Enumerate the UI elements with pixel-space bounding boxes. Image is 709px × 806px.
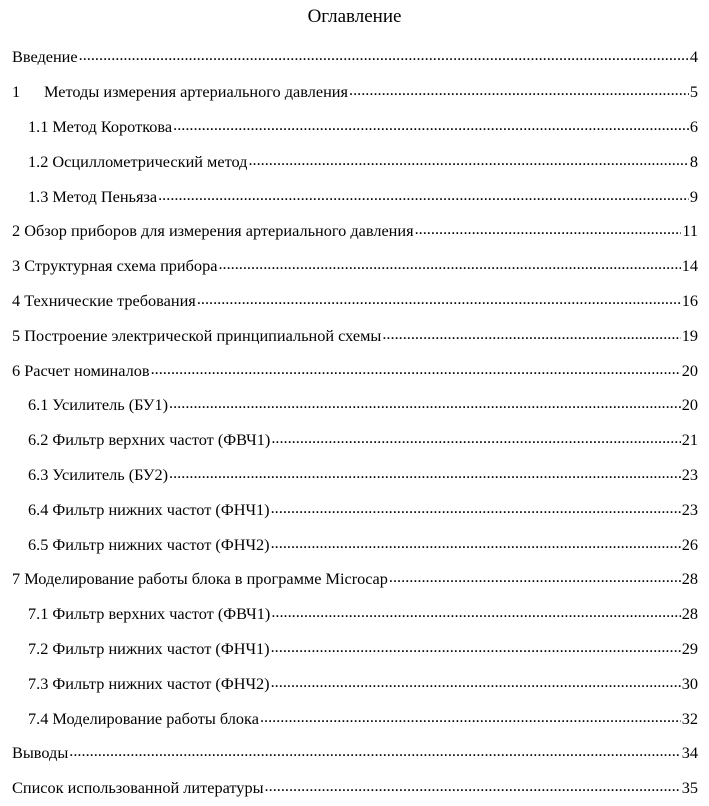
toc-page-number: 23 bbox=[681, 464, 698, 484]
toc-page-number: 20 bbox=[681, 360, 698, 380]
dot-leader bbox=[158, 187, 689, 207]
toc-entry[interactable] bbox=[12, 632, 698, 667]
dot-leader bbox=[79, 47, 689, 67]
toc-entry[interactable] bbox=[12, 40, 698, 75]
page-title: Оглавление bbox=[307, 6, 402, 27]
toc-entry[interactable] bbox=[12, 110, 698, 145]
toc-entry-title: 7 Моделирование работы блока в программе Microcap bbox=[12, 569, 388, 589]
toc-page-number: 32 bbox=[681, 708, 698, 728]
toc-entry-title: 1.3 Метод Пеньяза bbox=[28, 186, 158, 206]
dot-leader bbox=[173, 117, 689, 137]
toc-entry-title: 1.1 Метод Короткова bbox=[28, 116, 173, 136]
toc-page-number: 30 bbox=[681, 673, 698, 693]
toc-entry[interactable] bbox=[12, 597, 698, 632]
dot-leader bbox=[218, 256, 680, 276]
toc-entry[interactable] bbox=[12, 423, 698, 458]
toc-entry-number: 1 bbox=[12, 82, 21, 102]
dot-leader bbox=[271, 535, 681, 555]
toc-entry-title: 2 Обзор приборов для измерения артериального давления bbox=[12, 221, 414, 241]
toc-entry[interactable] bbox=[12, 249, 698, 284]
toc-page-number: 21 bbox=[681, 430, 698, 450]
toc-entry-title: 6.4 Фильтр нижних частот (ФНЧ1) bbox=[28, 499, 270, 519]
toc-page-number: 35 bbox=[681, 778, 698, 798]
toc-entry[interactable] bbox=[12, 736, 698, 771]
dot-leader bbox=[169, 395, 681, 415]
toc-entry-title: 7.4 Моделирование работы блока bbox=[28, 708, 259, 728]
toc-entry[interactable] bbox=[12, 388, 698, 423]
dot-leader bbox=[271, 639, 681, 659]
toc-entry-title: 4 Технические требования bbox=[12, 290, 196, 310]
toc-page-number: 5 bbox=[689, 82, 698, 102]
toc-entry-title: 6.5 Фильтр нижних частот (ФНЧ2) bbox=[28, 534, 270, 554]
toc-page-number: 6 bbox=[689, 116, 698, 136]
toc-page-number: 23 bbox=[681, 499, 698, 519]
toc-page-number: 29 bbox=[681, 638, 698, 658]
toc-page-number: 11 bbox=[682, 221, 698, 241]
toc-page-number: 9 bbox=[689, 186, 698, 206]
toc-entry-title: 6 Расчет номиналов bbox=[12, 360, 150, 380]
toc-entry[interactable] bbox=[12, 144, 698, 179]
dot-leader bbox=[260, 709, 681, 729]
toc-entry[interactable] bbox=[12, 492, 698, 527]
toc-entry[interactable] bbox=[12, 179, 698, 214]
toc-entry-title: Список использованной литературы bbox=[12, 778, 264, 798]
dot-leader bbox=[349, 82, 689, 102]
toc-entry[interactable] bbox=[12, 318, 698, 353]
toc-entry-title: 6.2 Фильтр верхних частот (ФВЧ1) bbox=[28, 430, 271, 450]
toc-entry-title: 7.1 Фильтр верхних частот (ФВЧ1) bbox=[28, 604, 271, 624]
toc-page-number: 4 bbox=[689, 47, 698, 67]
toc-page-number: 28 bbox=[681, 604, 698, 624]
dot-leader bbox=[389, 569, 681, 589]
toc-entry-title: 1.2 Осциллометрический метод bbox=[28, 151, 248, 171]
toc-entry[interactable] bbox=[12, 353, 698, 388]
toc-entry[interactable] bbox=[12, 75, 698, 110]
toc-page-number: 16 bbox=[681, 290, 698, 310]
toc-entry[interactable] bbox=[12, 458, 698, 493]
toc-entry-title: 3 Структурная схема прибора bbox=[12, 256, 218, 276]
toc-entry[interactable] bbox=[12, 666, 698, 701]
toc-page-number: 28 bbox=[681, 569, 698, 589]
dot-leader bbox=[271, 674, 681, 694]
table-of-contents bbox=[12, 40, 698, 806]
toc-entry-title: 6.1 Усилитель (БУ1) bbox=[28, 395, 169, 415]
toc-entry[interactable] bbox=[12, 562, 698, 597]
toc-entry-text: Методы измерения артериального давления bbox=[44, 82, 349, 102]
dot-leader bbox=[197, 291, 681, 311]
toc-page-number: 20 bbox=[681, 395, 698, 415]
toc-entry-title: 6.3 Усилитель (БУ2) bbox=[28, 464, 169, 484]
toc-entry-title: Выводы bbox=[12, 743, 69, 763]
dot-leader bbox=[265, 778, 681, 798]
dot-leader bbox=[69, 743, 680, 763]
toc-entry[interactable] bbox=[12, 527, 698, 562]
dot-leader bbox=[415, 221, 682, 241]
toc-entry-title: 7.3 Фильтр нижних частот (ФНЧ2) bbox=[28, 673, 270, 693]
dot-leader bbox=[271, 430, 680, 450]
toc-entry[interactable] bbox=[12, 284, 698, 319]
toc-page-number: 8 bbox=[689, 151, 698, 171]
toc-entry-title bbox=[12, 82, 348, 102]
dot-leader bbox=[169, 465, 681, 485]
toc-entry-title: 5 Построение электрической принципиальной схемы bbox=[12, 325, 382, 345]
dot-leader bbox=[248, 152, 688, 172]
dot-leader bbox=[271, 500, 681, 520]
toc-page-number: 19 bbox=[681, 325, 698, 345]
dot-leader bbox=[271, 604, 680, 624]
toc-entry[interactable] bbox=[12, 771, 698, 806]
toc-entry-title: Введение bbox=[12, 47, 78, 67]
toc-page-number: 34 bbox=[681, 743, 698, 763]
toc-entry[interactable] bbox=[12, 214, 698, 249]
toc-entry[interactable] bbox=[12, 701, 698, 736]
dot-leader bbox=[151, 361, 681, 381]
toc-entry-title: 7.2 Фильтр нижних частот (ФНЧ1) bbox=[28, 638, 270, 658]
dot-leader bbox=[382, 326, 680, 346]
toc-page-number: 26 bbox=[681, 534, 698, 554]
toc-page-number: 14 bbox=[681, 256, 698, 276]
